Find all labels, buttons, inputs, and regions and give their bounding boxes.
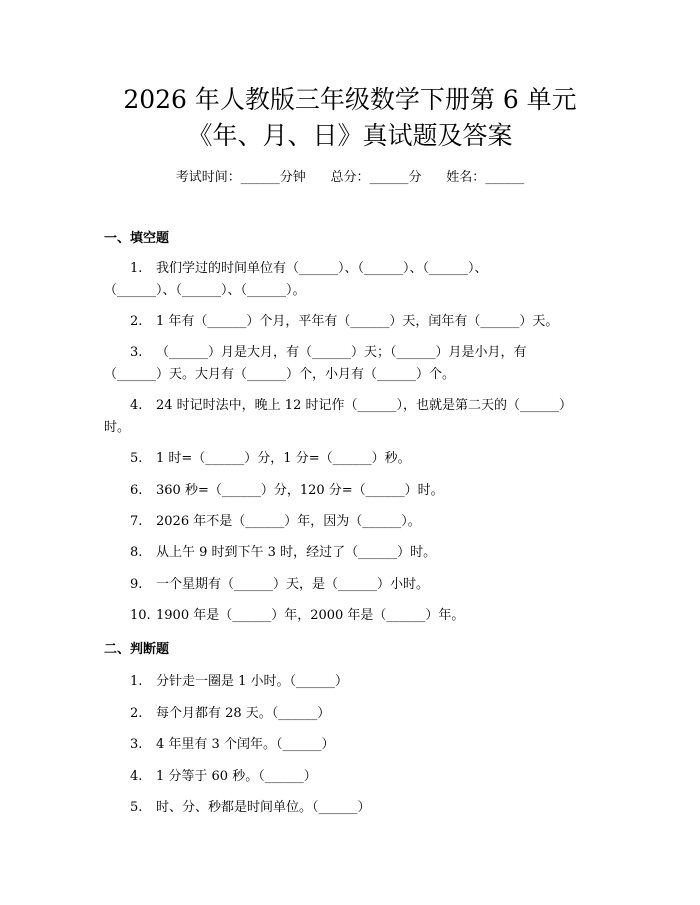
- section-heading-true-false: 二、判断题: [104, 642, 170, 657]
- question-text: 360 秒=（______）分，120 分=（______）时。: [156, 483, 444, 498]
- question-item: [104, 797, 604, 819]
- question-text: 1 年有（______）个月，平年有（______）天，闰年有（______）天。: [156, 314, 559, 329]
- question-text: 从上午 9 时到下午 3 时，经过了（______）时。: [156, 545, 437, 560]
- section-heading-fill-in: 一、填空题: [104, 231, 170, 246]
- question-number: 10.: [130, 608, 151, 623]
- question-text: 1 时=（______）分，1 分=（______）秒。: [156, 451, 411, 466]
- question-number: 4.: [130, 769, 143, 784]
- question-text: 24 时记时法中，晚上 12 时记作（______），也就是第二天的（______） 时。: [104, 398, 572, 435]
- question-number: 3.: [130, 345, 143, 360]
- question-item: [104, 511, 604, 533]
- question-number: 5.: [130, 800, 143, 815]
- question-item: [104, 766, 604, 788]
- question-text: 每个月都有 28 天。（______）: [156, 706, 331, 721]
- question-item: [104, 342, 604, 386]
- question-item: [104, 542, 604, 564]
- page-title-line-2: 《年、月、日》真试题及答案: [187, 121, 513, 150]
- question-text: （______）月是大月，有（______）天；（______）月是小月，有 （______）天。大月有（______）个，小月有（______）个。: [104, 345, 527, 382]
- question-number: 2.: [130, 314, 143, 329]
- question-number: 6.: [130, 483, 143, 498]
- question-number: 1.: [130, 261, 143, 276]
- question-number: 4.: [130, 398, 143, 413]
- exam-info-line: 考试时间：______分钟 总分：______分 姓名：______: [175, 170, 525, 185]
- question-number: 8.: [130, 545, 143, 560]
- question-number: 1.: [130, 674, 143, 689]
- question-item: [104, 448, 604, 470]
- question-number: 9.: [130, 577, 143, 592]
- question-item: [104, 734, 604, 756]
- question-text: 分针走一圈是 1 小时。（______）: [156, 674, 349, 689]
- question-item: [104, 671, 604, 693]
- question-item: [104, 311, 604, 333]
- question-number: 2.: [130, 706, 143, 721]
- page-title-line-1: 2026 年人教版三年级数学下册第 6 单元: [123, 85, 577, 114]
- question-number: 7.: [130, 514, 143, 529]
- question-item: [104, 574, 604, 596]
- question-item: [104, 605, 604, 627]
- question-item: [104, 258, 604, 302]
- question-text: 时、分、秒都是时间单位。（______）: [156, 800, 371, 815]
- question-item: [104, 395, 604, 439]
- question-text: 我们学过的时间单位有（______）、（______）、（______）、 （______）、（______）、（______）。: [104, 261, 488, 298]
- question-number: 5.: [130, 451, 143, 466]
- question-item: [104, 703, 604, 725]
- question-item: [104, 480, 604, 502]
- question-number: 3.: [130, 737, 143, 752]
- question-text: 1 分等于 60 秒。（______）: [156, 769, 317, 784]
- question-text: 4 年里有 3 个闰年。（______）: [156, 737, 335, 752]
- question-text: 2026 年不是（______）年，因为（______）。: [156, 514, 421, 529]
- question-text: 1900 年是（______）年，2000 年是（______）年。: [156, 608, 465, 623]
- question-text: 一个星期有（______）天，是（______）小时。: [156, 577, 430, 592]
